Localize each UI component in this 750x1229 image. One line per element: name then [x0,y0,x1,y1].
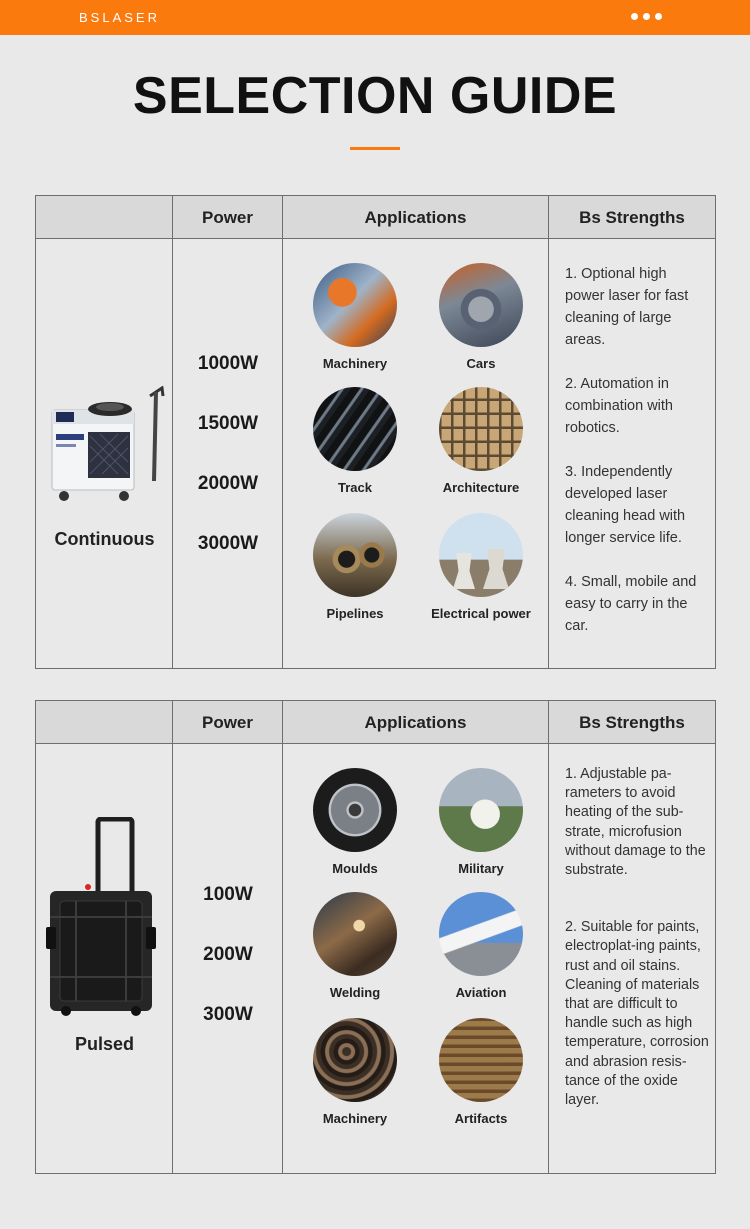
header-strengths: Bs Strengths [579,207,685,227]
type-label-pulsed: Pulsed [74,1034,135,1054]
pipelines-image [313,513,397,597]
more-menu-icon[interactable] [631,13,662,20]
power-value: 200W [203,944,253,965]
track-rails-image [313,387,397,471]
power-value: 1000W [197,353,259,374]
power-list-pulsed [173,865,283,1045]
power-value: 3000W [197,533,259,554]
strengths-list-continuous [565,263,710,659]
machinery-gears-image [313,1018,397,1102]
continuous-laser-machine-image [50,386,165,506]
app-item: Artifacts [418,1018,544,1126]
header-power: Power [201,207,254,227]
app-item: Machinery [292,263,418,371]
top-bar [0,0,750,35]
continuous-table [35,195,716,669]
app-item: Track [292,387,418,495]
pulsed-table [35,700,716,1174]
app-item: Electrical power [418,513,544,621]
app-item: Moulds [292,768,418,876]
app-item: Machinery [292,1018,418,1126]
header-applications: Applications [364,712,467,732]
title-underline [350,147,400,150]
app-item: Military [418,768,544,876]
type-label-continuous: Continuous [54,529,155,549]
app-item: Welding [292,892,418,1000]
power-value: 300W [203,1004,253,1025]
aviation-airplane-image [439,892,523,976]
strength-item: 2. Suitable for paints, electroplat-ing paints, rust and oil stains. Cleaning of materials that are difficult to handle such as high temperature, corrosion and abrasion resis-tance of the oxide layer. [565,919,709,1109]
power-list-continuous [173,334,283,574]
artifacts-bronze-image [439,1018,523,1102]
app-item: Architecture [418,387,544,495]
pulsed-laser-case-image [46,817,156,1017]
architecture-scaffold-image [439,387,523,471]
power-value: 2000W [197,473,259,494]
power-value: 100W [203,884,253,905]
app-item: Cars [418,263,544,371]
header-applications: Applications [364,207,467,227]
electrical-power-cooling-towers-image [439,513,523,597]
strength-item: 3. Independently developed laser cleaning head with longer service life. [565,464,686,546]
welding-image [313,892,397,976]
moulds-wheel-image [313,768,397,852]
cars-factory-image [439,263,523,347]
page-title: SELECTION GUIDE [132,67,618,125]
strength-item: 2. Automation in combination with robotics. [565,376,673,436]
app-item: Aviation [418,892,544,1000]
strength-item: 4. Small, mobile and easy to carry in the car. [565,574,697,634]
machinery-robot-image [313,263,397,347]
header-strengths: Bs Strengths [579,712,685,732]
header-power: Power [201,712,254,732]
military-vehicle-image [439,768,523,852]
power-value: 1500W [197,413,259,434]
app-item: Pipelines [292,513,418,621]
strength-item: 1. Optional high power laser for fast cleaning of large areas. [565,266,689,348]
brand-logo-text: BSLASER [79,10,160,25]
strengths-list-pulsed [565,765,710,1148]
strength-item: 1. Adjustable pa-rameters to avoid heating of the sub-strate, microfusion without damage to the substrate. [565,766,706,879]
